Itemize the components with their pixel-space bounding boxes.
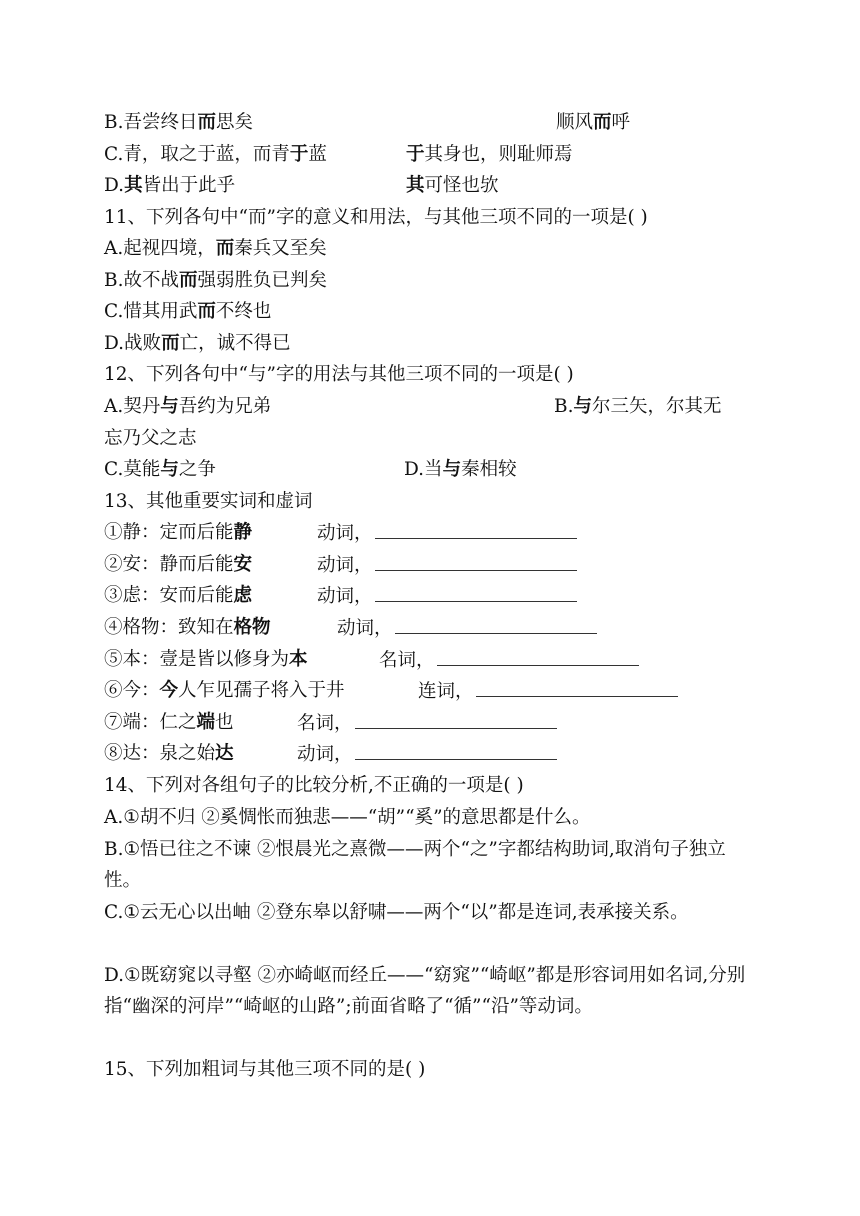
q13-item-text <box>104 615 271 641</box>
answer-blank[interactable] <box>375 520 577 539</box>
part-of-speech: 动词， <box>297 744 353 765</box>
bold-word: 其 <box>406 175 425 196</box>
bold-word: 于 <box>406 144 425 165</box>
q13-item-text <box>104 678 345 704</box>
bold-word: 而 <box>215 238 235 259</box>
option-label: C. <box>104 144 124 165</box>
bold-word: 与 <box>573 396 592 417</box>
q10-option-d-first <box>104 173 235 199</box>
text: 也 <box>215 712 234 733</box>
q14-stem: 14、下列对各组句子的比较分析,不正确的一项是( ) <box>104 775 524 796</box>
q10-option-b-second <box>556 110 630 136</box>
q11-option-b <box>104 268 327 294</box>
text: D.当 <box>404 459 443 480</box>
q11-option-d <box>104 331 291 357</box>
q11-option-a <box>104 236 327 262</box>
bold-word: 安 <box>233 554 253 575</box>
q13-item-answer <box>418 678 678 705</box>
text: C.惜其用武 <box>104 301 198 322</box>
part-of-speech: 名词， <box>297 713 353 734</box>
text: 可怪也欤 <box>424 175 499 196</box>
bold-word: 而 <box>197 112 217 133</box>
q13-item-answer <box>379 647 639 674</box>
bold-word: 而 <box>178 270 198 291</box>
text: ②安：静而后能 <box>104 554 234 575</box>
text: 亡，诚不得已 <box>179 333 291 354</box>
q14-option-c: C.①云无心以出岫 ②登东皋以舒啸——两个“以”都是连词,表承接关系。 <box>104 902 689 923</box>
text: 吾约为兄弟 <box>178 396 272 417</box>
q13-item-answer <box>317 583 577 610</box>
text: C.莫能 <box>104 459 161 480</box>
bold-word: 于 <box>289 144 309 165</box>
part-of-speech: 动词， <box>317 586 373 607</box>
part-of-speech: 动词， <box>317 523 373 544</box>
answer-blank[interactable] <box>355 710 557 729</box>
answer-blank[interactable] <box>437 647 639 666</box>
bold-word: 端 <box>196 712 216 733</box>
q11-stem: 11、下列各句中“而”字的意义和用法，与其他三项不同的一项是( ) <box>104 207 648 228</box>
text: 思矣 <box>216 112 254 133</box>
q13-stem: 13、其他重要实词和虚词 <box>104 491 313 512</box>
bold-word: 格物 <box>233 617 271 638</box>
part-of-speech: 连词， <box>418 681 474 702</box>
text: 青，取之于蓝，而青 <box>123 144 290 165</box>
answer-blank[interactable] <box>395 615 597 634</box>
text: A.起视四境， <box>104 238 216 259</box>
text: 皆出于此乎 <box>142 175 236 196</box>
q13-item-text <box>104 552 252 578</box>
q12-option-c <box>104 457 216 483</box>
bold-word: 静 <box>233 522 253 543</box>
q11-option-c <box>104 299 271 325</box>
q13-item-answer <box>337 615 597 642</box>
text: 不终也 <box>215 301 272 322</box>
answer-blank[interactable] <box>355 741 557 760</box>
q14-option-d: D.①既窈窕以寻壑 ②亦崎岖而经丘——“窈窕”“崎岖”都是形容词用如名词,分别指“幽深的河岸”“崎岖的山路”;前面省略了“循”“沿”等动词。 <box>104 965 746 1017</box>
bold-word: 达 <box>215 743 234 764</box>
q13-item-text <box>104 647 308 673</box>
q10-option-b-first <box>104 110 253 136</box>
bold-word: 而 <box>161 333 180 354</box>
bold-word: 今 <box>159 680 179 701</box>
text: 蓝 <box>308 144 327 165</box>
bold-word: 与 <box>442 459 462 480</box>
text: ⑦端：仁之 <box>104 712 197 733</box>
text: ①静：定而后能 <box>104 522 234 543</box>
part-of-speech: 动词， <box>337 618 393 639</box>
q14-option-a: A.①胡不归 ②奚惆怅而独悲——“胡”“奚”的意思都是什么。 <box>104 807 591 828</box>
q12-stem: 12、下列各句中“与”字的用法与其他三项不同的一项是( ) <box>104 364 574 385</box>
text: 秦兵又至矣 <box>234 238 327 259</box>
q13-item-answer <box>317 520 577 547</box>
bold-word: 而 <box>593 112 612 133</box>
q10-option-d-second <box>406 173 499 199</box>
bold-word: 其 <box>124 175 143 196</box>
text: ③虑：安而后能 <box>104 585 234 606</box>
bold-word: 与 <box>160 459 179 480</box>
q13-item-text <box>104 741 234 767</box>
bold-word: 与 <box>160 396 179 417</box>
text: 顺风 <box>556 112 594 133</box>
answer-blank[interactable] <box>476 678 678 697</box>
option-label: B. <box>104 112 124 133</box>
text: 秦相较 <box>461 459 517 480</box>
text: B.故不战 <box>104 270 179 291</box>
q13-item-answer <box>317 552 577 579</box>
text: 强弱胜负已判矣 <box>197 270 328 291</box>
part-of-speech: 动词， <box>317 555 373 576</box>
text: ⑤本：壹是皆以修身为 <box>104 649 290 670</box>
text: B. <box>554 396 574 417</box>
q12-option-a <box>104 394 271 420</box>
q12-option-b-continued: 忘乃父之志 <box>104 428 197 449</box>
text: ④格物：致知在 <box>104 617 234 638</box>
answer-blank[interactable] <box>375 552 577 571</box>
q13-item-answer <box>297 710 557 737</box>
text: ⑥今： <box>104 680 160 701</box>
answer-blank[interactable] <box>375 583 577 602</box>
q10-option-c-second <box>406 142 573 168</box>
part-of-speech: 名词， <box>379 650 435 671</box>
q15-stem: 15、下列加粗词与其他三项不同的是( ) <box>104 1059 426 1080</box>
q14-option-b: B.①悟已往之不谏 ②恨晨光之熹微——两个“之”字都结构助词,取消句子独立性。 <box>104 839 726 891</box>
text: ⑧达：泉之始 <box>104 743 216 764</box>
text: 呼 <box>611 112 631 133</box>
text: D.战败 <box>104 333 162 354</box>
q12-option-b <box>554 394 722 420</box>
text: 其身也，则耻师焉 <box>424 144 573 165</box>
q10-option-c-first <box>104 142 327 168</box>
q13-item-text <box>104 520 252 546</box>
text: 人乍见孺子将入于井 <box>178 680 345 701</box>
text: 吾尝终日 <box>123 112 198 133</box>
q13-item-text <box>104 583 252 609</box>
q13-item-text <box>104 710 234 736</box>
text: 之争 <box>178 459 216 480</box>
q12-option-d <box>404 457 517 483</box>
text: A.契丹 <box>104 396 161 417</box>
bold-word: 虑 <box>233 585 253 606</box>
bold-word: 而 <box>197 301 216 322</box>
text: 尔三矢，尔其无 <box>592 396 722 417</box>
option-label: D. <box>104 175 125 196</box>
q13-item-answer <box>297 741 557 768</box>
bold-word: 本 <box>289 649 308 670</box>
